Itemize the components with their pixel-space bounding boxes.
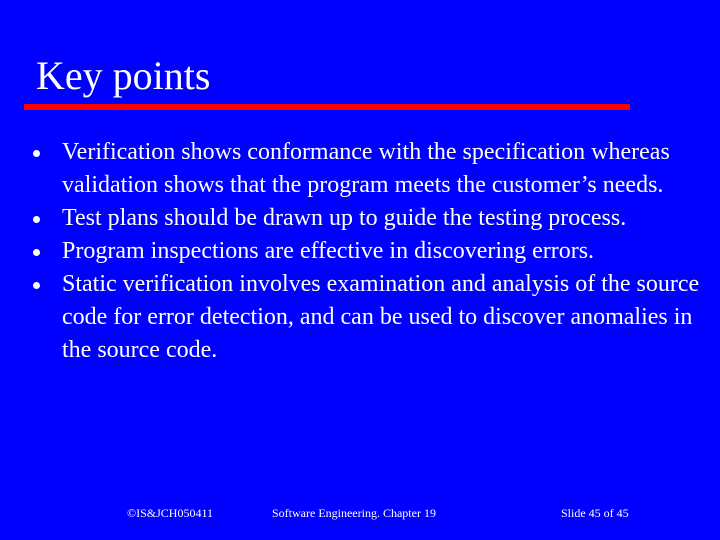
bullet-text: Test plans should be drawn up to guide the testing process. xyxy=(62,205,627,231)
title-underline xyxy=(24,104,630,110)
bullet-text: Static verification involves examination and analysis of the source code for error detection, and can be used to discover anomalies in the source code. xyxy=(62,271,700,363)
footer-copyright: ©IS&JCH050411 xyxy=(127,506,214,520)
bullet-text: Verification shows conformance with the specification whereas validation shows that the program meets the customer’s needs. xyxy=(62,139,670,198)
slide-title: Key points xyxy=(36,53,211,98)
bullet-item xyxy=(0,202,720,235)
bullet-dot-icon xyxy=(33,249,40,256)
bullet-item xyxy=(0,136,720,202)
footer-slide-number: Slide 45 of 45 xyxy=(561,506,629,520)
bullet-dot-icon xyxy=(33,282,40,289)
bullet-item xyxy=(0,268,720,367)
bullet-dot-icon xyxy=(33,150,40,157)
bullet-dot-icon xyxy=(33,216,40,223)
footer-course-title: Software Engineering. Chapter 19 xyxy=(272,506,436,520)
bullet-item xyxy=(0,235,720,268)
bullet-text: Program inspections are effective in discovering errors. xyxy=(62,238,595,264)
bullet-list xyxy=(0,136,720,367)
